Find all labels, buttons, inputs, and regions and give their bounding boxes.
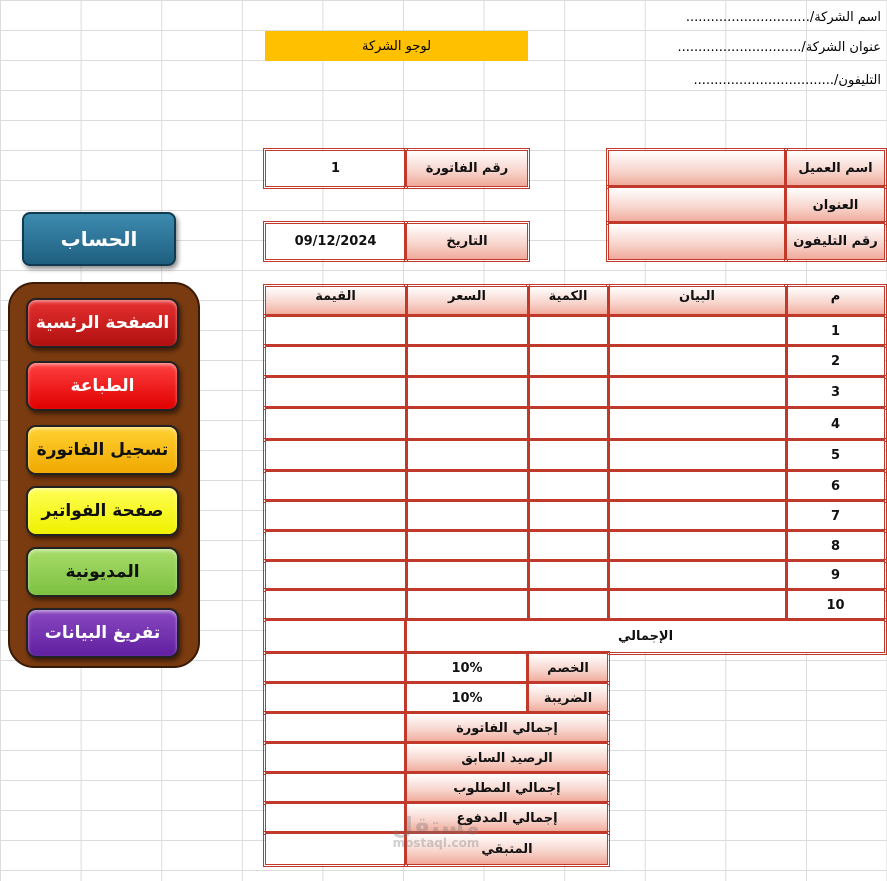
- row-9-price[interactable]: [406, 561, 528, 590]
- row-2-price[interactable]: [406, 346, 528, 377]
- row-3-serial: 3: [786, 377, 885, 408]
- tax-amount[interactable]: [265, 683, 406, 713]
- row-5-price[interactable]: [406, 440, 528, 471]
- invoice-total-label: إجمالي الفاتورة: [406, 713, 608, 743]
- discount-label: الخصم: [528, 653, 608, 683]
- invoice-date-label: التاريخ: [406, 223, 528, 260]
- row-10-price[interactable]: [406, 590, 528, 620]
- row-7-price[interactable]: [406, 501, 528, 531]
- row-2-value[interactable]: [265, 346, 406, 377]
- row-3-value[interactable]: [265, 377, 406, 408]
- row-8-value[interactable]: [265, 531, 406, 561]
- clear-data-button[interactable]: تفريغ البيانات: [26, 608, 179, 658]
- remaining-label: المتبقي: [406, 833, 608, 865]
- row-1-description[interactable]: [608, 316, 786, 346]
- tax-label: الضريبة: [528, 683, 608, 713]
- company-address-line: عنوان الشركة/..............................: [677, 40, 881, 55]
- row-2-quantity[interactable]: [528, 346, 608, 377]
- customer-address-field[interactable]: [608, 187, 786, 223]
- row-7-quantity[interactable]: [528, 501, 608, 531]
- customer-name-label: اسم العميل: [786, 150, 885, 187]
- remaining-value[interactable]: [265, 833, 406, 865]
- row-2-description[interactable]: [608, 346, 786, 377]
- row-4-description[interactable]: [608, 408, 786, 440]
- customer-name-field[interactable]: [608, 150, 786, 187]
- grand-total-value[interactable]: [265, 620, 406, 653]
- row-5-quantity[interactable]: [528, 440, 608, 471]
- row-9-quantity[interactable]: [528, 561, 608, 590]
- invoice-date-value[interactable]: 09/12/2024: [265, 223, 406, 260]
- row-1-price[interactable]: [406, 316, 528, 346]
- register-invoice-button[interactable]: تسجيل الفاتورة: [26, 425, 179, 475]
- row-1-quantity[interactable]: [528, 316, 608, 346]
- invoice-number-label: رقم الفاتورة: [406, 150, 528, 187]
- header-price: السعر: [406, 286, 528, 316]
- phone-line: التليفون/..................................: [693, 73, 881, 88]
- row-1-serial: 1: [786, 316, 885, 346]
- row-7-serial: 7: [786, 501, 885, 531]
- row-5-value[interactable]: [265, 440, 406, 471]
- total-paid-value[interactable]: [265, 803, 406, 833]
- row-4-quantity[interactable]: [528, 408, 608, 440]
- calculate-button[interactable]: الحساب: [22, 212, 176, 266]
- watermark-url: mostaql.com: [392, 836, 480, 850]
- customer-address-label: العنوان: [786, 187, 885, 223]
- row-3-description[interactable]: [608, 377, 786, 408]
- header-serial: م: [786, 286, 885, 316]
- row-10-description[interactable]: [608, 590, 786, 620]
- row-7-value[interactable]: [265, 501, 406, 531]
- row-9-description[interactable]: [608, 561, 786, 590]
- row-8-price[interactable]: [406, 531, 528, 561]
- row-6-price[interactable]: [406, 471, 528, 501]
- row-3-quantity[interactable]: [528, 377, 608, 408]
- debts-button[interactable]: المديونية: [26, 547, 179, 597]
- total-paid-label: إجمالي المدفوع: [406, 803, 608, 833]
- row-8-quantity[interactable]: [528, 531, 608, 561]
- print-button[interactable]: الطباعة: [26, 361, 179, 411]
- company-logo-placeholder: لوجو الشركة: [265, 31, 528, 61]
- discount-amount[interactable]: [265, 653, 406, 683]
- total-due-value[interactable]: [265, 773, 406, 803]
- watermark-text: مستقل: [392, 812, 480, 840]
- header-quantity: الكمية: [528, 286, 608, 316]
- company-name-line: اسم الشركة/..............................: [685, 10, 881, 25]
- invoice-number-value[interactable]: 1: [265, 150, 406, 187]
- row-3-price[interactable]: [406, 377, 528, 408]
- row-7-description[interactable]: [608, 501, 786, 531]
- row-6-quantity[interactable]: [528, 471, 608, 501]
- row-9-serial: 9: [786, 561, 885, 590]
- previous-balance-value[interactable]: [265, 743, 406, 773]
- row-10-value[interactable]: [265, 590, 406, 620]
- previous-balance-label: الرصيد السابق: [406, 743, 608, 773]
- row-8-description[interactable]: [608, 531, 786, 561]
- tax-percent[interactable]: 10%: [406, 683, 528, 713]
- discount-percent[interactable]: 10%: [406, 653, 528, 683]
- row-9-value[interactable]: [265, 561, 406, 590]
- row-5-description[interactable]: [608, 440, 786, 471]
- grand-total-label: الإجمالي: [406, 620, 885, 653]
- header-description: البيان: [608, 286, 786, 316]
- row-4-serial: 4: [786, 408, 885, 440]
- row-8-serial: 8: [786, 531, 885, 561]
- row-1-value[interactable]: [265, 316, 406, 346]
- row-10-serial: 10: [786, 590, 885, 620]
- row-6-value[interactable]: [265, 471, 406, 501]
- customer-phone-field[interactable]: [608, 223, 786, 260]
- row-5-serial: 5: [786, 440, 885, 471]
- row-10-quantity[interactable]: [528, 590, 608, 620]
- total-due-label: إجمالي المطلوب: [406, 773, 608, 803]
- home-button[interactable]: الصفحة الرئسية: [26, 298, 179, 348]
- customer-phone-label: رقم التليفون: [786, 223, 885, 260]
- row-6-description[interactable]: [608, 471, 786, 501]
- row-6-serial: 6: [786, 471, 885, 501]
- row-4-price[interactable]: [406, 408, 528, 440]
- invoices-page-button[interactable]: صفحة الفواتير: [26, 486, 179, 536]
- header-value: القيمة: [265, 286, 406, 316]
- row-2-serial: 2: [786, 346, 885, 377]
- invoice-total-value[interactable]: [265, 713, 406, 743]
- row-4-value[interactable]: [265, 408, 406, 440]
